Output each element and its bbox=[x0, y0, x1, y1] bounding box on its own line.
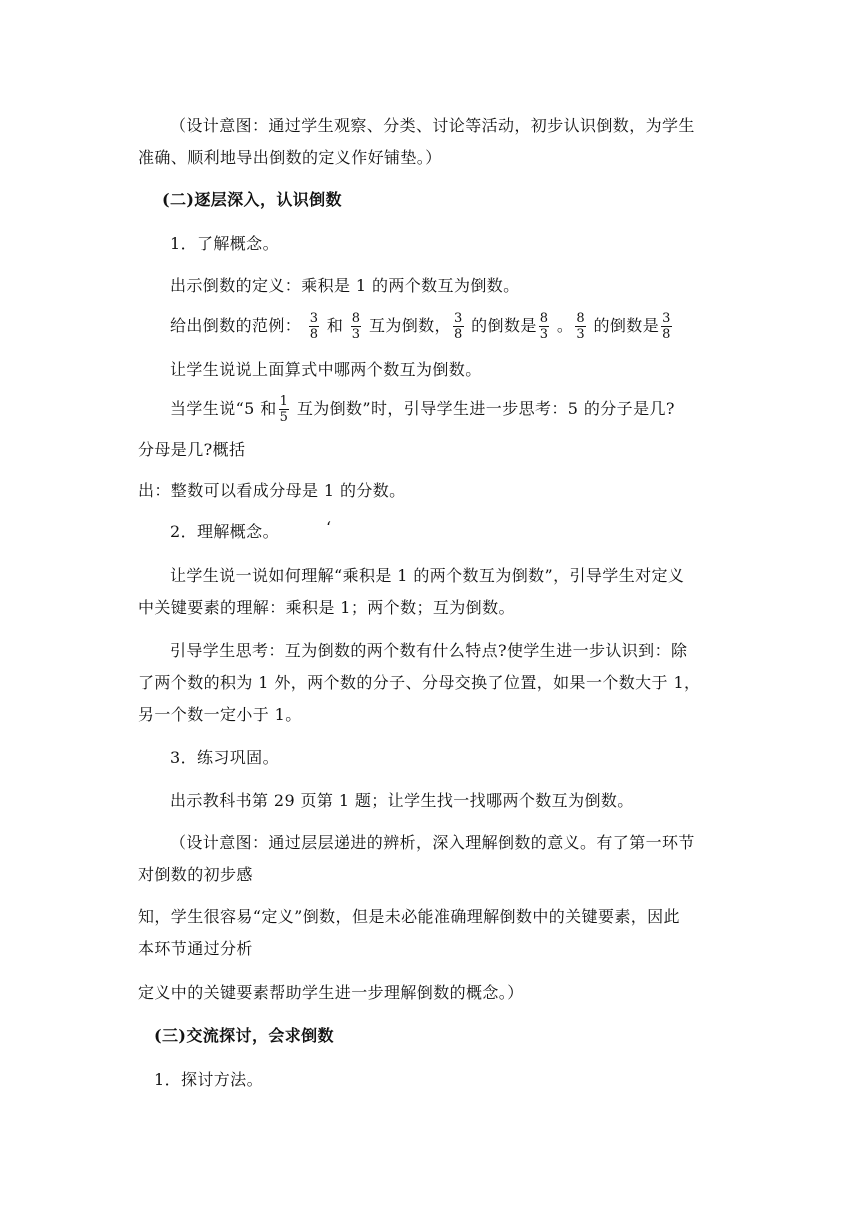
fraction-3-8-c: $\frac{3}{8}$ bbox=[662, 311, 671, 342]
example-reciprocal-of-2: 的倒数是 bbox=[593, 316, 660, 335]
conclusion-line: 出：整数可以看成分母是 1 的分数。 bbox=[138, 481, 406, 500]
guide-line1: 引导学生思考：互为倒数的两个数有什么特点?使学生进一步认识到：除 bbox=[170, 641, 688, 660]
ask-students-text: 让学生说说上面算式中哪两个数互为倒数。 bbox=[170, 360, 482, 379]
intent-paragraph-line2: 准确、顺利地导出倒数的定义作好铺垫。） bbox=[138, 148, 442, 167]
example-reciprocal-of: 的倒数是 bbox=[471, 316, 537, 335]
fraction-3-8-b: $\frac{3}{8}$ bbox=[453, 311, 463, 342]
when-students-say-line bbox=[170, 392, 675, 426]
step-2-title: 2．理解概念。 bbox=[170, 522, 279, 541]
section-heading-2: (二)逐层深入，认识倒数 bbox=[162, 190, 342, 209]
when-say-post: 互为倒数”时，引导学生进一步思考：5 的分子是几? bbox=[296, 399, 675, 418]
understand-line2: 中关键要素的理解：乘积是 1；两个数；互为倒数。 bbox=[138, 598, 515, 617]
fraction-3-8: $\frac{3}{8}$ bbox=[309, 311, 319, 342]
intent2-line1: （设计意图：通过层层递进的辨析，深入理解倒数的意义。有了第一环节 bbox=[170, 833, 695, 852]
intent2-line4: 本环节通过分析 bbox=[138, 939, 253, 958]
intent2-line3: 知，学生很容易“定义”倒数，但是未必能准确理解倒数中的关键要素，因此 bbox=[138, 907, 680, 926]
guide-line3: 另一个数一定小于 1。 bbox=[138, 705, 302, 724]
example-prefix: 给出倒数的范例： bbox=[170, 316, 302, 335]
example-line bbox=[170, 309, 674, 343]
stray-mark: ‘ bbox=[326, 518, 332, 537]
intent2-line5: 定义中的关键要素帮助学生进一步理解倒数的概念。） bbox=[138, 983, 524, 1002]
example-mutual: 互为倒数， bbox=[368, 316, 451, 335]
denominator-line: 分母是几?概括 bbox=[138, 440, 246, 459]
fraction-8-3: $\frac{8}{3}$ bbox=[351, 311, 361, 342]
intent2-line2: 对倒数的初步感 bbox=[138, 865, 253, 884]
definition-text: 出示倒数的定义：乘积是 1 的两个数互为倒数。 bbox=[170, 276, 520, 295]
understand-line1: 让学生说一说如何理解“乘积是 1 的两个数互为倒数”，引导学生对定义 bbox=[170, 566, 685, 585]
fraction-1-5: $\frac{1}{5}$ bbox=[279, 394, 289, 425]
when-say-pre: 当学生说“5 和 bbox=[170, 399, 277, 418]
fraction-8-3-b: $\frac{8}{3}$ bbox=[539, 311, 549, 342]
example-and: 和 bbox=[326, 316, 344, 335]
fraction-8-3-c: $\frac{8}{3}$ bbox=[576, 311, 585, 342]
section-heading-3: (三)交流探讨，会求倒数 bbox=[154, 1026, 334, 1045]
example-period: 。 bbox=[556, 316, 574, 335]
intent-paragraph-line1: （设计意图：通过学生观察、分类、讨论等活动，初步认识倒数，为学生 bbox=[170, 116, 695, 135]
guide-line2: 了两个数的积为 1 外，两个数的分子、分母交换了位置，如果一个数大于 1， bbox=[138, 673, 701, 692]
step-3-title: 3．练习巩固。 bbox=[170, 748, 279, 767]
textbook-exercise-line: 出示教科书第 29 页第 1 题；让学生找一找哪两个数互为倒数。 bbox=[170, 791, 634, 810]
explore-method-title: 1．探讨方法。 bbox=[154, 1070, 263, 1089]
step-1-title: 1．了解概念。 bbox=[170, 234, 279, 253]
